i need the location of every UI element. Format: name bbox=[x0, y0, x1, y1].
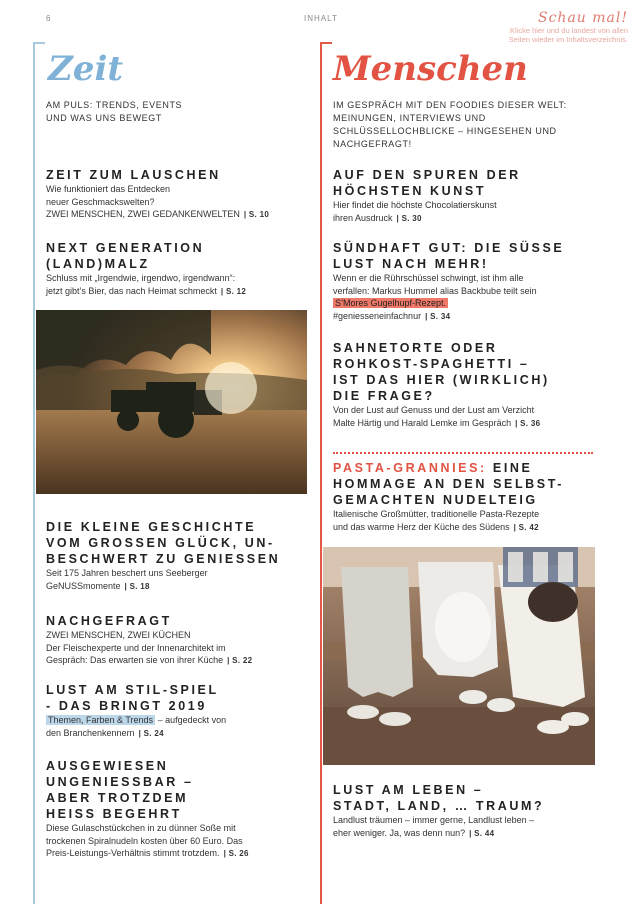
page-ref: | S. 24 bbox=[138, 728, 164, 738]
article-pasta-grannies[interactable]: PASTA-GRANNIES: EINE HOMMAGE AN DEN SELBST- GEMACHTEN NUDELTEIG Italienische Großmütter, traditionelle Pasta-Rezepte und das warme Herz der Küche des Südens | S. 42 bbox=[333, 461, 565, 532]
page-ref: | S. 44 bbox=[469, 828, 495, 838]
article-heading: ZEIT ZUM LAUSCHEN bbox=[46, 168, 221, 182]
article-sahnetorte[interactable]: SAHNETORTE ODER ROHKOST-SPAGHETTI – IST DAS HIER (WIRKLICH) DIE FRAGE? Von der Lust auf Genuss und der Lust am Verzicht Malte Härtig und Harald Lemke im Gespräch | S. 36 bbox=[333, 341, 550, 428]
article-lust-am-stil-spiel[interactable]: LUST AM STIL-SPIEL - DAS BRINGT 2019 Themen, Farben & Trends – aufgedeckt von den Branchenkennern | S. 24 bbox=[46, 683, 227, 738]
grannies-bench-photo bbox=[323, 547, 595, 765]
zeit-title: Zeit bbox=[48, 49, 124, 89]
page-number: 6 bbox=[46, 14, 51, 23]
menschen-title: Menschen bbox=[333, 49, 528, 89]
right-column-bracket bbox=[320, 42, 332, 904]
page-ref: | S. 26 bbox=[223, 849, 249, 858]
highlight-themen: Themen, Farben & Trends bbox=[48, 715, 154, 725]
page-ref: | S. 10 bbox=[243, 210, 270, 219]
zeit-intro: AM PULS: TRENDS, EVENTS UND WAS UNS BEWEGT bbox=[46, 100, 183, 123]
dotted-divider bbox=[333, 452, 593, 454]
page-ref: | S. 18 bbox=[124, 581, 150, 591]
article-next-generation[interactable]: NEXT GENERATION (LAND)MALZ Schluss mit „Irgendwie, irgendwo, irgendwann“: jetzt gibt’s Bier, das nach Heimat schmeckt | S. 12 bbox=[46, 241, 247, 296]
schau-mal-line1: Klicke hier und du landest von allen bbox=[510, 26, 628, 35]
article-suendhaft-gut[interactable]: SÜNDHAFT GUT: DIE SÜSSE LUST NACH MEHR! Wenn er die Rührschüssel schwingt, ist ihm alle verfallen: Markus Hummel alias Backbube teilt sein S’Mores Gugelhupf-Rezept. #geniesseneinfachnur | S. 34 bbox=[333, 241, 565, 321]
article-auf-den-spuren[interactable]: AUF DEN SPUREN DER HÖCHSTEN KUNST Hier findet die höchste Chocolatierskunst ihren Ausdruck | S. 30 bbox=[333, 168, 521, 223]
schau-mal-line2: Seiten wieder im Inhaltsverzeichnis. bbox=[508, 35, 628, 44]
article-kleine-geschichte[interactable]: DIE KLEINE GESCHICHTE VOM GROSSEN GLÜCK, UN- BESCHWERT ZU GENIESSEN Seit 175 Jahren beschert uns Seeberger GeNUSSmomente | S. 18 bbox=[46, 520, 281, 591]
article-lust-am-leben[interactable]: LUST AM LEBEN – STADT, LAND, … TRAUM? Landlust träumen – immer gerne, Landlust leben – eher weniger. Ja, was denn nun? | S. 44 bbox=[333, 783, 545, 838]
page-ref: | S. 30 bbox=[396, 213, 422, 223]
article-nachgefragt[interactable]: NACHGEFRAGT ZWEI MENSCHEN, ZWEI KÜCHEN Der Fleischexperte und der Innenarchitekt im Gespräch: Das erwarten sie von ihrer Küche | S. 22 bbox=[46, 614, 253, 665]
menschen-intro: IM GESPRÄCH MIT DEN FOODIES DIESER WELT: MEINUNGEN, INTERVIEWS UND SCHLÜSSELLOCHBLICKE – HINGESEHEN UND NACHGEFRAGT! bbox=[333, 100, 567, 149]
page-ref: | S. 12 bbox=[220, 286, 247, 296]
article-zeit-zum-lauschen[interactable]: ZEIT ZUM LAUSCHEN Wie funktioniert das Entdecken neuer Geschmackswelten? ZWEI MENSCHEN, ZWEI GEDANKENWELTEN | S. 10 bbox=[46, 168, 270, 219]
pasta-grannies-label: PASTA-GRANNIES: bbox=[333, 461, 487, 475]
page-ref: | S. 42 bbox=[513, 522, 539, 532]
schau-mal-title: Schau mal! bbox=[538, 10, 628, 26]
tractor-field-photo bbox=[36, 310, 307, 494]
section-label: INHALT bbox=[304, 14, 338, 23]
page-ref: | S. 34 bbox=[425, 311, 451, 321]
page-ref: | S. 36 bbox=[515, 418, 541, 428]
schau-mal-link[interactable] bbox=[509, 10, 628, 44]
article-ausgewiesen-ungeniessbar[interactable]: AUSGEWIESEN UNGENIESSBAR – ABER TROTZDEM HEISS BEGEHRT Diese Gulaschstückchen in zu dünner Soße mit trockenen Spiralnudeln kosten über 60 Euro. Das Preis-Leistungs-Verhältnis stimmt trotzdem. | S. 26 bbox=[46, 759, 249, 858]
highlight-smores: S’Mores Gugelhupf-Rezept. bbox=[335, 298, 447, 308]
page-ref: | S. 22 bbox=[227, 656, 253, 665]
